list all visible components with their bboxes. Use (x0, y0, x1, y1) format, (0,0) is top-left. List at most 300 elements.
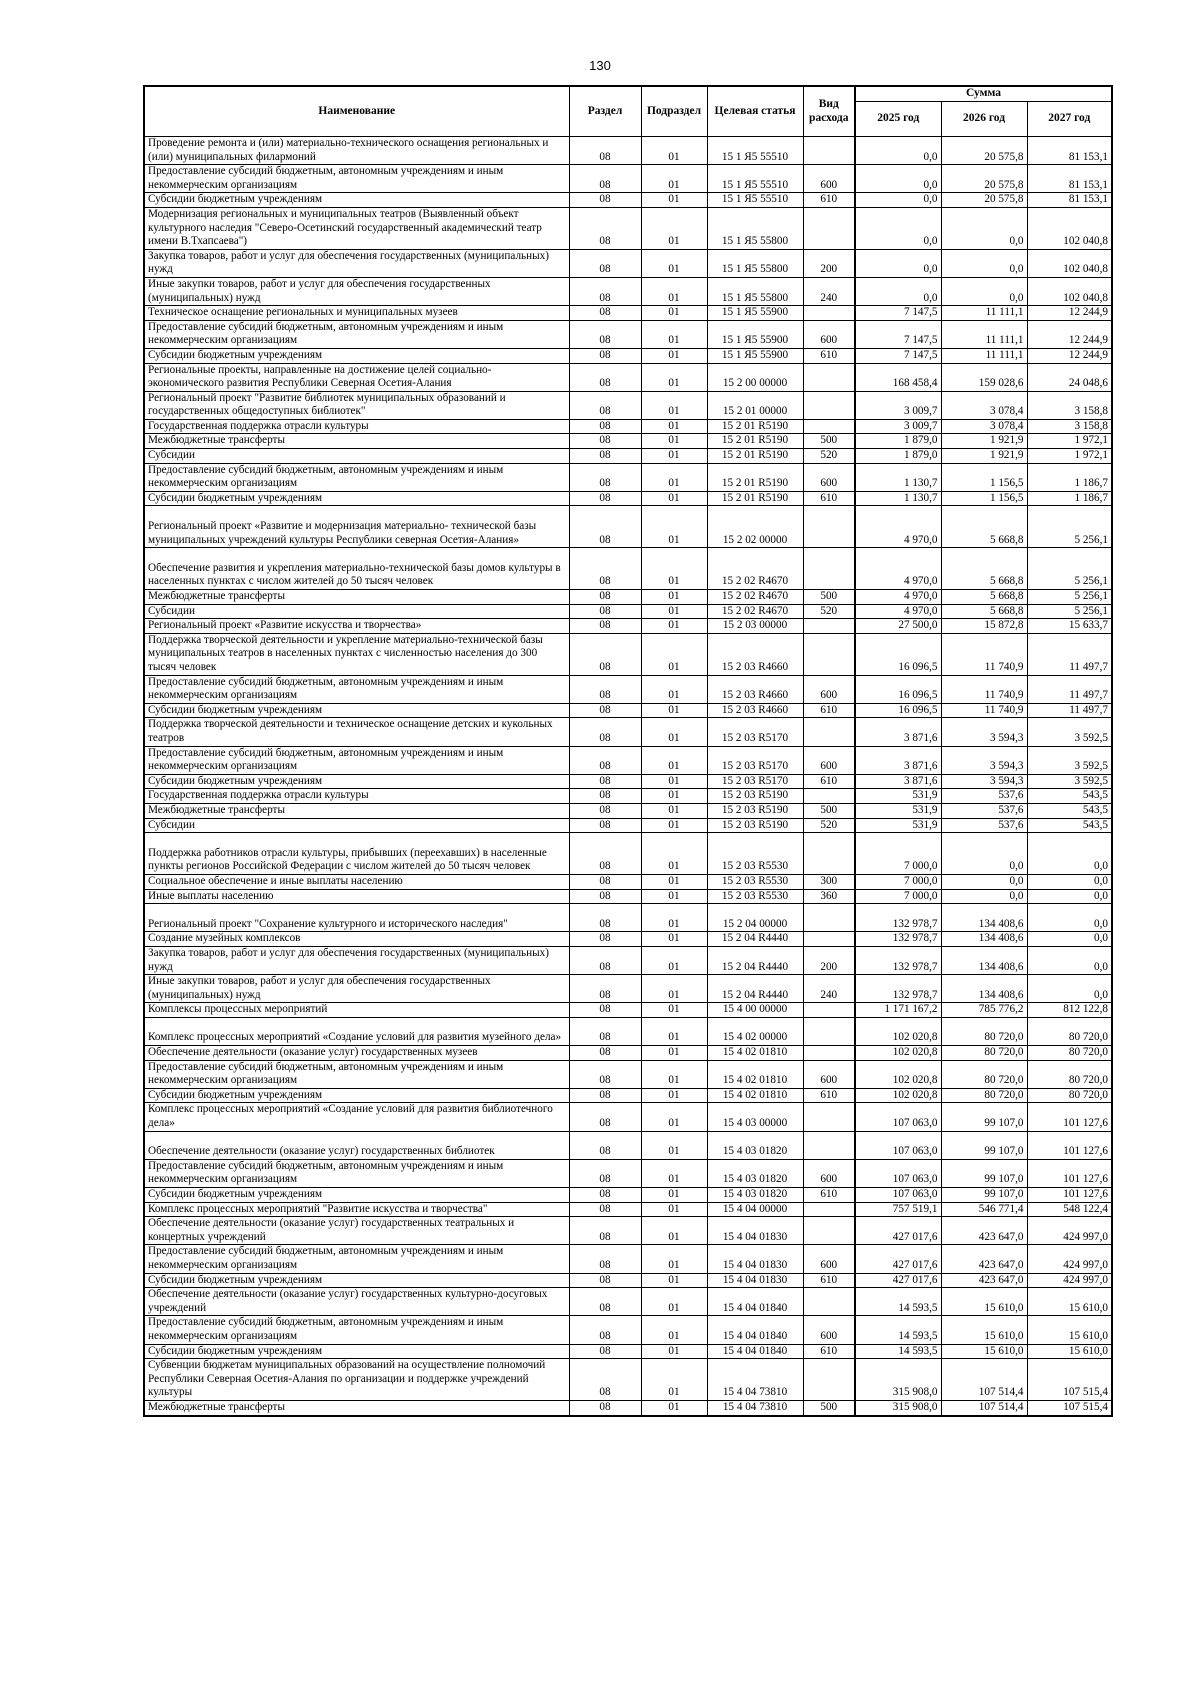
row-expense-type-cell: 600 (803, 675, 855, 703)
row-subsection-cell: 01 (641, 975, 707, 1003)
row-target-cell: 15 2 04 00000 (707, 904, 803, 932)
row-subsection-cell: 01 (641, 548, 707, 590)
row-2026-cell: 11 111,1 (941, 348, 1027, 363)
row-section-cell: 08 (569, 419, 641, 434)
row-section-cell: 08 (569, 391, 641, 419)
row-target-cell: 15 2 03 R4660 (707, 633, 803, 675)
row-name-cell: Предоставление субсидий бюджетным, автономным учреждениям и иным некоммерческим организациям (144, 463, 569, 491)
table-row (144, 1344, 1112, 1359)
row-2026-cell: 15 872,8 (941, 619, 1027, 634)
row-target-cell: 15 1 Я5 55800 (707, 207, 803, 249)
table-body (144, 137, 1112, 1416)
row-2026-cell: 5 668,8 (941, 590, 1027, 605)
row-target-cell: 15 1 Я5 55900 (707, 348, 803, 363)
table-row (144, 703, 1112, 718)
row-2025-cell: 3 871,6 (855, 774, 941, 789)
row-subsection-cell: 01 (641, 419, 707, 434)
table-row (144, 718, 1112, 746)
header-2025: 2025 год (855, 102, 941, 137)
row-subsection-cell: 01 (641, 1131, 707, 1159)
table-row (144, 633, 1112, 675)
row-name-cell: Субсидии бюджетным учреждениям (144, 193, 569, 208)
row-name-cell: Субвенции бюджетам муниципальных образований на осуществление полномочий Республики Северная Осетия-Алания по организации и поддержке учреждений культуры (144, 1359, 569, 1401)
row-2027-cell: 3 158,8 (1027, 391, 1112, 419)
row-2027-cell: 543,5 (1027, 818, 1112, 833)
row-name-cell: Техническое оснащение региональных и муниципальных музеев (144, 306, 569, 321)
row-2025-cell: 7 147,5 (855, 320, 941, 348)
row-2025-cell: 107 063,0 (855, 1131, 941, 1159)
row-section-cell: 08 (569, 803, 641, 818)
row-section-cell: 08 (569, 363, 641, 391)
header-2026: 2026 год (941, 102, 1027, 137)
row-2025-cell: 3 871,6 (855, 746, 941, 774)
row-section-cell: 08 (569, 975, 641, 1003)
row-expense-type-cell (803, 363, 855, 391)
row-2025-cell: 7 000,0 (855, 889, 941, 904)
row-2027-cell: 81 153,1 (1027, 137, 1112, 165)
row-expense-type-cell: 240 (803, 975, 855, 1003)
row-target-cell: 15 1 Я5 55510 (707, 165, 803, 193)
row-2026-cell: 99 107,0 (941, 1131, 1027, 1159)
row-target-cell: 15 2 01 R5190 (707, 434, 803, 449)
row-expense-type-cell (803, 391, 855, 419)
row-2026-cell: 134 408,6 (941, 975, 1027, 1003)
row-expense-type-cell (803, 932, 855, 947)
row-target-cell: 15 4 03 00000 (707, 1103, 803, 1131)
row-2025-cell: 0,0 (855, 249, 941, 277)
row-name-cell: Межбюджетные трансферты (144, 434, 569, 449)
row-2027-cell: 81 153,1 (1027, 193, 1112, 208)
row-expense-type-cell (803, 548, 855, 590)
row-subsection-cell: 01 (641, 363, 707, 391)
row-name-cell: Поддержка творческой деятельности и техническое оснащение детских и кукольных театров (144, 718, 569, 746)
row-2027-cell: 0,0 (1027, 874, 1112, 889)
row-expense-type-cell (803, 619, 855, 634)
row-2027-cell: 12 244,9 (1027, 348, 1112, 363)
header-2027: 2027 год (1027, 102, 1112, 137)
row-target-cell: 15 4 04 01840 (707, 1288, 803, 1316)
row-target-cell: 15 2 02 R4670 (707, 604, 803, 619)
row-expense-type-cell: 610 (803, 348, 855, 363)
row-section-cell: 08 (569, 1060, 641, 1088)
row-target-cell: 15 4 04 73810 (707, 1400, 803, 1415)
row-2027-cell: 0,0 (1027, 889, 1112, 904)
row-section-cell: 08 (569, 1017, 641, 1045)
row-2025-cell: 132 978,7 (855, 932, 941, 947)
row-2026-cell: 107 514,4 (941, 1400, 1027, 1415)
row-2025-cell: 427 017,6 (855, 1245, 941, 1273)
row-2027-cell: 24 048,6 (1027, 363, 1112, 391)
row-2026-cell: 134 408,6 (941, 904, 1027, 932)
table-row (144, 1288, 1112, 1316)
row-subsection-cell: 01 (641, 889, 707, 904)
row-2026-cell: 3 594,3 (941, 718, 1027, 746)
row-2026-cell: 1 156,5 (941, 491, 1027, 506)
row-expense-type-cell: 520 (803, 449, 855, 464)
row-2027-cell: 1 186,7 (1027, 491, 1112, 506)
row-subsection-cell: 01 (641, 803, 707, 818)
row-2027-cell: 3 592,5 (1027, 746, 1112, 774)
row-subsection-cell: 01 (641, 1273, 707, 1288)
row-2026-cell: 537,6 (941, 818, 1027, 833)
row-section-cell: 08 (569, 946, 641, 974)
row-section-cell: 08 (569, 1273, 641, 1288)
table-row (144, 1245, 1112, 1273)
row-2027-cell: 102 040,8 (1027, 207, 1112, 249)
row-2027-cell: 543,5 (1027, 803, 1112, 818)
table-row (144, 348, 1112, 363)
row-target-cell: 15 4 04 01840 (707, 1344, 803, 1359)
table-row (144, 746, 1112, 774)
row-2025-cell: 132 978,7 (855, 946, 941, 974)
row-subsection-cell: 01 (641, 1088, 707, 1103)
row-2027-cell: 80 720,0 (1027, 1017, 1112, 1045)
header-expense-type: Вид расхода (803, 86, 855, 137)
row-target-cell: 15 4 04 01830 (707, 1245, 803, 1273)
row-name-cell: Комплексы процессных мероприятий (144, 1003, 569, 1018)
row-expense-type-cell: 600 (803, 746, 855, 774)
row-expense-type-cell (803, 1103, 855, 1131)
row-name-cell: Субсидии (144, 604, 569, 619)
row-target-cell: 15 1 Я5 55900 (707, 320, 803, 348)
row-2026-cell: 3 594,3 (941, 774, 1027, 789)
row-2027-cell: 80 720,0 (1027, 1060, 1112, 1088)
row-section-cell: 08 (569, 449, 641, 464)
table-row (144, 1131, 1112, 1159)
row-name-cell: Комплекс процессных мероприятий "Развитие искусства и творчества" (144, 1202, 569, 1217)
row-2027-cell: 102 040,8 (1027, 249, 1112, 277)
row-section-cell: 08 (569, 137, 641, 165)
row-target-cell: 15 2 01 R5190 (707, 463, 803, 491)
row-expense-type-cell: 600 (803, 165, 855, 193)
row-2026-cell: 0,0 (941, 833, 1027, 875)
row-2027-cell: 5 256,1 (1027, 590, 1112, 605)
row-section-cell: 08 (569, 718, 641, 746)
row-expense-type-cell: 360 (803, 889, 855, 904)
budget-table (143, 85, 1113, 1417)
row-subsection-cell: 01 (641, 1316, 707, 1344)
row-section-cell: 08 (569, 746, 641, 774)
row-subsection-cell: 01 (641, 137, 707, 165)
row-expense-type-cell (803, 789, 855, 804)
row-2027-cell: 12 244,9 (1027, 320, 1112, 348)
row-expense-type-cell: 610 (803, 1188, 855, 1203)
row-name-cell: Региональный проект «Развитие искусства и творчества» (144, 619, 569, 634)
row-expense-type-cell: 200 (803, 946, 855, 974)
row-subsection-cell: 01 (641, 434, 707, 449)
row-2027-cell: 15 610,0 (1027, 1288, 1112, 1316)
table-row (144, 1060, 1112, 1088)
row-target-cell: 15 2 01 00000 (707, 391, 803, 419)
row-target-cell: 15 4 03 01820 (707, 1131, 803, 1159)
row-section-cell: 08 (569, 463, 641, 491)
row-name-cell: Создание музейных комплексов (144, 932, 569, 947)
row-2025-cell: 1 130,7 (855, 491, 941, 506)
row-target-cell: 15 4 02 01810 (707, 1060, 803, 1088)
table-row (144, 506, 1112, 548)
row-subsection-cell: 01 (641, 193, 707, 208)
row-2026-cell: 80 720,0 (941, 1088, 1027, 1103)
row-name-cell: Субсидии бюджетным учреждениям (144, 491, 569, 506)
row-section-cell: 08 (569, 633, 641, 675)
row-name-cell: Проведение ремонта и (или) материально-технического оснащения региональных и (или) муниципальных филармоний (144, 137, 569, 165)
row-2027-cell: 548 122,4 (1027, 1202, 1112, 1217)
row-subsection-cell: 01 (641, 789, 707, 804)
row-section-cell: 08 (569, 619, 641, 634)
row-expense-type-cell (803, 1017, 855, 1045)
row-name-cell: Государственная поддержка отрасли культуры (144, 419, 569, 434)
row-section-cell: 08 (569, 193, 641, 208)
row-subsection-cell: 01 (641, 1159, 707, 1187)
row-target-cell: 15 4 04 01840 (707, 1316, 803, 1344)
row-section-cell: 08 (569, 277, 641, 305)
row-section-cell: 08 (569, 1288, 641, 1316)
row-section-cell: 08 (569, 818, 641, 833)
row-expense-type-cell: 520 (803, 818, 855, 833)
row-target-cell: 15 2 03 R5170 (707, 774, 803, 789)
row-name-cell: Поддержка творческой деятельности и укрепление материально-технической базы муниципальных театров в населенных пунктах с численностью населения до 300 тысяч человек (144, 633, 569, 675)
row-name-cell: Предоставление субсидий бюджетным, автономным учреждениям и иным некоммерческим организациям (144, 320, 569, 348)
header-name: Наименование (144, 86, 569, 137)
row-name-cell: Субсидии бюджетным учреждениям (144, 703, 569, 718)
table-row (144, 165, 1112, 193)
row-expense-type-cell: 300 (803, 874, 855, 889)
row-2026-cell: 5 668,8 (941, 604, 1027, 619)
row-section-cell: 08 (569, 932, 641, 947)
row-2026-cell: 80 720,0 (941, 1060, 1027, 1088)
row-target-cell: 15 1 Я5 55510 (707, 137, 803, 165)
table-row (144, 249, 1112, 277)
row-name-cell: Предоставление субсидий бюджетным, автономным учреждениям и иным некоммерческим организациям (144, 1159, 569, 1187)
row-expense-type-cell: 520 (803, 604, 855, 619)
row-2026-cell: 3 078,4 (941, 419, 1027, 434)
row-name-cell: Субсидии бюджетным учреждениям (144, 348, 569, 363)
row-2026-cell: 0,0 (941, 207, 1027, 249)
row-name-cell: Социальное обеспечение и иные выплаты населению (144, 874, 569, 889)
row-expense-type-cell: 610 (803, 1088, 855, 1103)
row-2027-cell: 1 972,1 (1027, 434, 1112, 449)
row-expense-type-cell: 610 (803, 491, 855, 506)
row-target-cell: 15 4 03 01820 (707, 1159, 803, 1187)
row-target-cell: 15 2 00 00000 (707, 363, 803, 391)
row-expense-type-cell: 610 (803, 1273, 855, 1288)
table-row (144, 833, 1112, 875)
row-target-cell: 15 4 04 01830 (707, 1273, 803, 1288)
table-row (144, 1273, 1112, 1288)
row-expense-type-cell (803, 1202, 855, 1217)
row-section-cell: 08 (569, 1103, 641, 1131)
header-section: Раздел (569, 86, 641, 137)
row-subsection-cell: 01 (641, 506, 707, 548)
row-2027-cell: 543,5 (1027, 789, 1112, 804)
row-target-cell: 15 4 04 00000 (707, 1202, 803, 1217)
table-row (144, 818, 1112, 833)
row-name-cell: Иные закупки товаров, работ и услуг для обеспечения государственных (муниципальных) нужд (144, 277, 569, 305)
row-subsection-cell: 01 (641, 320, 707, 348)
row-subsection-cell: 01 (641, 348, 707, 363)
row-2027-cell: 0,0 (1027, 904, 1112, 932)
row-name-cell: Государственная поддержка отрасли культуры (144, 789, 569, 804)
row-2027-cell: 1 186,7 (1027, 463, 1112, 491)
row-expense-type-cell: 610 (803, 703, 855, 718)
row-section-cell: 08 (569, 1344, 641, 1359)
row-subsection-cell: 01 (641, 1344, 707, 1359)
row-section-cell: 08 (569, 434, 641, 449)
row-2026-cell: 99 107,0 (941, 1188, 1027, 1203)
row-2025-cell: 315 908,0 (855, 1359, 941, 1401)
row-section-cell: 08 (569, 1217, 641, 1245)
row-2025-cell: 27 500,0 (855, 619, 941, 634)
row-2026-cell: 134 408,6 (941, 932, 1027, 947)
table-row (144, 789, 1112, 804)
row-2025-cell: 531,9 (855, 789, 941, 804)
row-subsection-cell: 01 (641, 946, 707, 974)
row-2026-cell: 537,6 (941, 803, 1027, 818)
row-expense-type-cell (803, 1359, 855, 1401)
row-name-cell: Субсидии бюджетным учреждениям (144, 774, 569, 789)
row-expense-type-cell: 610 (803, 1344, 855, 1359)
row-target-cell: 15 2 02 00000 (707, 506, 803, 548)
table-row (144, 619, 1112, 634)
row-subsection-cell: 01 (641, 463, 707, 491)
row-2027-cell: 3 158,8 (1027, 419, 1112, 434)
row-2025-cell: 0,0 (855, 193, 941, 208)
row-target-cell: 15 2 03 R4660 (707, 703, 803, 718)
row-name-cell: Предоставление субсидий бюджетным, автономным учреждениям и иным некоммерческим организациям (144, 1060, 569, 1088)
row-section-cell: 08 (569, 506, 641, 548)
table-row (144, 904, 1112, 932)
row-2027-cell: 81 153,1 (1027, 165, 1112, 193)
row-2025-cell: 4 970,0 (855, 590, 941, 605)
row-2027-cell: 80 720,0 (1027, 1088, 1112, 1103)
row-section-cell: 08 (569, 1088, 641, 1103)
row-2027-cell: 1 972,1 (1027, 449, 1112, 464)
row-name-cell: Иные выплаты населению (144, 889, 569, 904)
row-2025-cell: 14 593,5 (855, 1316, 941, 1344)
row-expense-type-cell: 610 (803, 193, 855, 208)
row-subsection-cell: 01 (641, 277, 707, 305)
row-2027-cell: 101 127,6 (1027, 1188, 1112, 1203)
row-target-cell: 15 2 03 R5530 (707, 889, 803, 904)
row-2026-cell: 5 668,8 (941, 548, 1027, 590)
row-section-cell: 08 (569, 1316, 641, 1344)
row-target-cell: 15 1 Я5 55800 (707, 277, 803, 305)
row-section-cell: 08 (569, 904, 641, 932)
header-target: Целевая статья (707, 86, 803, 137)
table-row (144, 277, 1112, 305)
row-section-cell: 08 (569, 491, 641, 506)
row-name-cell: Региональный проект «Развитие и модернизация материально- технической базы муниципальных учреждений культуры Республики северная Осетия-Алания» (144, 506, 569, 548)
row-expense-type-cell: 600 (803, 463, 855, 491)
row-2025-cell: 531,9 (855, 803, 941, 818)
row-2025-cell: 4 970,0 (855, 548, 941, 590)
table-row (144, 463, 1112, 491)
table-row (144, 590, 1112, 605)
row-section-cell: 08 (569, 165, 641, 193)
row-2025-cell: 0,0 (855, 165, 941, 193)
table-row (144, 932, 1112, 947)
row-subsection-cell: 01 (641, 932, 707, 947)
row-target-cell: 15 2 01 R5190 (707, 491, 803, 506)
row-name-cell: Обеспечение деятельности (оказание услуг) государственных музеев (144, 1046, 569, 1061)
row-2026-cell: 134 408,6 (941, 946, 1027, 974)
row-subsection-cell: 01 (641, 1359, 707, 1401)
row-target-cell: 15 2 03 R5190 (707, 818, 803, 833)
table-row (144, 946, 1112, 974)
row-2025-cell: 102 020,8 (855, 1060, 941, 1088)
table-row (144, 1088, 1112, 1103)
row-2025-cell: 3 009,7 (855, 391, 941, 419)
row-2026-cell: 5 668,8 (941, 506, 1027, 548)
row-2025-cell: 102 020,8 (855, 1046, 941, 1061)
table-row (144, 1017, 1112, 1045)
row-name-cell: Модернизация региональных и муниципальных театров (Выявленный объект культурного наследия "Северо-Осетинский государственный академический театр имени В.Тхапсаева") (144, 207, 569, 249)
row-subsection-cell: 01 (641, 1400, 707, 1415)
row-section-cell: 08 (569, 1400, 641, 1415)
row-subsection-cell: 01 (641, 703, 707, 718)
row-expense-type-cell (803, 506, 855, 548)
row-section-cell: 08 (569, 1245, 641, 1273)
row-target-cell: 15 2 02 R4670 (707, 590, 803, 605)
row-2027-cell: 5 256,1 (1027, 548, 1112, 590)
row-2026-cell: 0,0 (941, 874, 1027, 889)
table-row (144, 604, 1112, 619)
row-name-cell: Комплекс процессных мероприятий «Создание условий для развития библиотечного дела» (144, 1103, 569, 1131)
row-2027-cell: 424 997,0 (1027, 1273, 1112, 1288)
row-subsection-cell: 01 (641, 449, 707, 464)
row-name-cell: Субсидии бюджетным учреждениям (144, 1344, 569, 1359)
row-2026-cell: 1 921,9 (941, 449, 1027, 464)
row-section-cell: 08 (569, 889, 641, 904)
row-name-cell: Поддержка работников отрасли культуры, прибывших (переехавших) в населенные пункты регионов Российской Федерации с числом жителей до 50 тысяч человек (144, 833, 569, 875)
row-2026-cell: 3 078,4 (941, 391, 1027, 419)
row-2026-cell: 1 921,9 (941, 434, 1027, 449)
row-name-cell: Обеспечение деятельности (оказание услуг) государственных театральных и концертных учреждений (144, 1217, 569, 1245)
row-2027-cell: 12 244,9 (1027, 306, 1112, 321)
row-section-cell: 08 (569, 1131, 641, 1159)
row-name-cell: Субсидии бюджетным учреждениям (144, 1273, 569, 1288)
row-subsection-cell: 01 (641, 207, 707, 249)
table-row (144, 1003, 1112, 1018)
row-2025-cell: 16 096,5 (855, 633, 941, 675)
row-target-cell: 15 2 03 R4660 (707, 675, 803, 703)
row-expense-type-cell (803, 904, 855, 932)
row-2026-cell: 423 647,0 (941, 1273, 1027, 1288)
row-target-cell: 15 2 04 R4440 (707, 946, 803, 974)
row-2026-cell: 785 776,2 (941, 1003, 1027, 1018)
row-2026-cell: 99 107,0 (941, 1159, 1027, 1187)
row-expense-type-cell: 500 (803, 1400, 855, 1415)
row-2027-cell: 15 633,7 (1027, 619, 1112, 634)
row-2025-cell: 3 009,7 (855, 419, 941, 434)
row-expense-type-cell: 600 (803, 1159, 855, 1187)
row-target-cell: 15 4 02 00000 (707, 1017, 803, 1045)
row-section-cell: 08 (569, 789, 641, 804)
row-subsection-cell: 01 (641, 1217, 707, 1245)
row-2027-cell: 0,0 (1027, 946, 1112, 974)
row-section-cell: 08 (569, 207, 641, 249)
row-2026-cell: 20 575,8 (941, 165, 1027, 193)
row-2025-cell: 4 970,0 (855, 506, 941, 548)
row-subsection-cell: 01 (641, 306, 707, 321)
row-2026-cell: 1 156,5 (941, 463, 1027, 491)
row-2026-cell: 423 647,0 (941, 1245, 1027, 1273)
row-2026-cell: 11 740,9 (941, 675, 1027, 703)
table-row (144, 207, 1112, 249)
row-2025-cell: 16 096,5 (855, 675, 941, 703)
row-2027-cell: 101 127,6 (1027, 1159, 1112, 1187)
row-name-cell: Обеспечение развития и укрепления материально-технической базы домов культуры в населенных пунктах с числом жителей до 50 тысяч человек (144, 548, 569, 590)
